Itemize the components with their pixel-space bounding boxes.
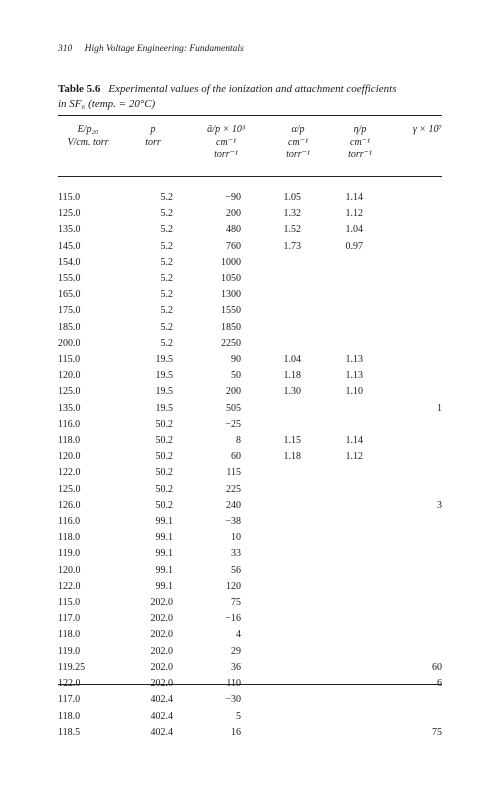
cell-alpha-bar: 110 <box>226 678 241 690</box>
cell-e-over-p: 126.0 <box>58 499 81 511</box>
cell-gamma <box>363 579 442 595</box>
cell-pressure: 50.2 <box>155 418 173 430</box>
table-row <box>58 644 442 660</box>
header-col3-line1: ᾱ/p × 10³ <box>207 124 245 135</box>
table-row <box>58 465 442 481</box>
cell-eta: 1.12 <box>345 451 363 463</box>
cell-alpha <box>241 546 301 562</box>
header-col6-line1: γ × 10⁷ <box>412 124 442 135</box>
cell-eta <box>301 482 363 498</box>
header-col5-line1: η/p <box>353 124 367 135</box>
cell-e-over-p: 122.0 <box>58 678 81 690</box>
cell-alpha-bar: 56 <box>231 564 241 576</box>
cell-eta <box>301 579 363 595</box>
cell-e-over-p: 118.5 <box>58 726 81 738</box>
cell-eta <box>301 271 363 287</box>
cell-eta <box>301 498 363 514</box>
table-row <box>58 482 442 498</box>
cell-eta <box>301 514 363 530</box>
cell-pressure: 19.5 <box>155 370 173 382</box>
cell-pressure: 5.2 <box>160 192 173 203</box>
cell-pressure: 19.5 <box>155 354 173 366</box>
cell-e-over-p: 165.0 <box>58 289 81 301</box>
cell-alpha-bar: 5 <box>236 710 241 722</box>
cell-alpha-bar: 505 <box>226 402 241 414</box>
cell-e-over-p: 125.0 <box>58 386 81 398</box>
cell-e-over-p: 145.0 <box>58 240 81 252</box>
header-col2-line2: torr <box>145 136 161 148</box>
cell-alpha-bar: 200 <box>226 386 241 398</box>
cell-alpha <box>241 498 301 514</box>
cell-e-over-p: 175.0 <box>58 305 81 317</box>
cell-e-over-p: 135.0 <box>58 402 81 414</box>
cell-pressure: 99.1 <box>155 580 173 592</box>
cell-alpha <box>241 530 301 546</box>
caption-line-1: Experimental values of the ionization and attachment coefficients <box>108 83 397 95</box>
table-row <box>58 546 442 562</box>
cell-gamma <box>363 271 442 287</box>
cell-alpha: 1.32 <box>283 208 301 220</box>
cell-eta <box>301 401 363 417</box>
cell-e-over-p: 119.0 <box>58 548 81 560</box>
table-row <box>58 514 442 530</box>
cell-alpha-bar: −25 <box>225 418 241 430</box>
header-col3-line2: cm⁻¹ <box>216 136 236 148</box>
cell-pressure: 202.0 <box>150 645 173 657</box>
table-row <box>58 255 442 271</box>
cell-alpha: 1.05 <box>283 192 301 203</box>
cell-eta <box>301 660 363 676</box>
cell-alpha <box>241 417 301 433</box>
cell-alpha-bar: 2250 <box>221 337 241 349</box>
cell-alpha <box>241 627 301 643</box>
cell-alpha-bar: 4 <box>236 629 241 641</box>
cell-pressure: 5.2 <box>160 208 173 220</box>
cell-e-over-p: 125.0 <box>58 208 81 220</box>
cell-eta <box>301 563 363 579</box>
cell-e-over-p: 118.0 <box>58 629 81 641</box>
cell-gamma <box>363 368 442 384</box>
table-row <box>58 239 442 255</box>
table-row <box>58 320 442 336</box>
cell-e-over-p: 154.0 <box>58 256 81 268</box>
cell-alpha-bar: −16 <box>225 613 241 625</box>
cell-eta <box>301 644 363 660</box>
cell-gamma: 6 <box>437 678 442 690</box>
cell-alpha-bar: 29 <box>231 645 241 657</box>
cell-e-over-p: 120.0 <box>58 564 81 576</box>
cell-gamma <box>363 465 442 481</box>
cell-e-over-p: 122.0 <box>58 580 81 592</box>
cell-gamma <box>363 611 442 627</box>
cell-eta <box>301 627 363 643</box>
cell-e-over-p: 155.0 <box>58 273 81 285</box>
cell-alpha: 1.30 <box>283 386 301 398</box>
cell-pressure: 5.2 <box>160 224 173 236</box>
cell-pressure: 402.4 <box>150 726 173 738</box>
cell-gamma <box>363 222 442 238</box>
table-row <box>58 660 442 676</box>
cell-pressure: 5.2 <box>160 321 173 333</box>
header-col2-line1: p <box>150 124 156 135</box>
header-col5-line2: cm⁻¹ <box>350 136 370 148</box>
cell-gamma <box>363 433 442 449</box>
cell-alpha <box>241 482 301 498</box>
cell-e-over-p: 120.0 <box>58 451 81 463</box>
cell-gamma <box>363 352 442 368</box>
cell-e-over-p: 120.0 <box>58 370 81 382</box>
cell-gamma <box>363 255 442 271</box>
table-row <box>58 190 442 206</box>
cell-pressure: 5.2 <box>160 305 173 317</box>
header-col-gamma <box>392 124 442 137</box>
cell-alpha-bar: 760 <box>226 240 241 252</box>
header-col-e-over-p <box>60 124 116 149</box>
header-col4-line2: cm⁻¹ <box>288 136 308 148</box>
table-row <box>58 611 442 627</box>
cell-pressure: 50.2 <box>155 499 173 511</box>
cell-alpha-bar: 1050 <box>221 273 241 285</box>
cell-eta: 1.04 <box>345 224 363 236</box>
cell-pressure: 50.2 <box>155 483 173 495</box>
cell-eta: 1.13 <box>345 370 363 382</box>
table-row <box>58 303 442 319</box>
cell-alpha <box>241 595 301 611</box>
table-row <box>58 384 442 400</box>
cell-eta <box>301 546 363 562</box>
table-row <box>58 417 442 433</box>
cell-e-over-p: 125.0 <box>58 483 81 495</box>
cell-alpha-bar: 200 <box>226 208 241 220</box>
cell-alpha <box>241 611 301 627</box>
cell-gamma <box>363 320 442 336</box>
cell-e-over-p: 116.0 <box>58 418 81 430</box>
table-row <box>58 271 442 287</box>
header-col1-line2: V/cm. torr <box>67 136 109 148</box>
cell-eta: 0.97 <box>345 240 363 252</box>
cell-e-over-p: 115.0 <box>58 192 81 203</box>
cell-alpha <box>241 514 301 530</box>
table-row <box>58 498 442 514</box>
cell-e-over-p: 117.0 <box>58 613 81 625</box>
cell-pressure: 402.4 <box>150 710 173 722</box>
header-bottom-rule <box>58 176 442 177</box>
table-row <box>58 692 442 708</box>
cell-alpha-bar: 90 <box>231 354 241 366</box>
cell-pressure: 202.0 <box>150 629 173 641</box>
table-row <box>58 352 442 368</box>
cell-pressure: 19.5 <box>155 386 173 398</box>
header-col4-line1: α/p <box>291 124 305 135</box>
cell-alpha: 1.18 <box>283 451 301 463</box>
cell-alpha-bar: 60 <box>231 451 241 463</box>
cell-alpha-bar: 225 <box>226 483 241 495</box>
cell-alpha: 1.18 <box>283 370 301 382</box>
cell-gamma <box>363 546 442 562</box>
cell-alpha: 1.52 <box>283 224 301 236</box>
cell-alpha <box>241 725 301 741</box>
cell-alpha: 1.15 <box>283 435 301 447</box>
cell-pressure: 19.5 <box>155 402 173 414</box>
cell-pressure: 50.2 <box>155 451 173 463</box>
cell-alpha <box>241 709 301 725</box>
table-top-rule <box>58 115 442 116</box>
cell-pressure: 5.2 <box>160 256 173 268</box>
cell-eta <box>301 465 363 481</box>
cell-alpha-bar: −90 <box>225 192 241 203</box>
cell-pressure: 402.4 <box>150 694 173 706</box>
cell-alpha-bar: 75 <box>231 597 241 609</box>
cell-alpha <box>241 465 301 481</box>
cell-e-over-p: 116.0 <box>58 516 81 528</box>
table-row <box>58 579 442 595</box>
cell-eta <box>301 287 363 303</box>
cell-alpha-bar: 115 <box>226 467 241 479</box>
table-bottom-rule <box>58 684 442 685</box>
book-title: High Voltage Engineering: Fundamentals <box>84 44 244 54</box>
cell-gamma: 1 <box>437 402 442 414</box>
cell-alpha-bar: 1550 <box>221 305 241 317</box>
cell-alpha-bar: 10 <box>231 532 241 544</box>
table-row <box>58 709 442 725</box>
cell-eta <box>301 336 363 352</box>
cell-alpha: 1.04 <box>283 354 301 366</box>
cell-alpha <box>241 271 301 287</box>
table-row <box>58 433 442 449</box>
cell-pressure: 99.1 <box>155 516 173 528</box>
cell-e-over-p: 122.0 <box>58 467 81 479</box>
header-col-pressure <box>138 124 168 149</box>
cell-pressure: 5.2 <box>160 289 173 301</box>
cell-alpha <box>241 644 301 660</box>
cell-alpha <box>241 660 301 676</box>
cell-gamma <box>363 627 442 643</box>
cell-gamma <box>363 303 442 319</box>
header-col-eta <box>338 124 382 162</box>
cell-gamma <box>363 514 442 530</box>
cell-gamma: 75 <box>432 726 442 738</box>
cell-gamma <box>363 595 442 611</box>
cell-eta <box>301 303 363 319</box>
cell-pressure: 50.2 <box>155 467 173 479</box>
cell-eta <box>301 320 363 336</box>
table-row <box>58 368 442 384</box>
table-row <box>58 449 442 465</box>
cell-gamma: 60 <box>432 661 442 673</box>
cell-pressure: 5.2 <box>160 240 173 252</box>
cell-gamma <box>363 287 442 303</box>
table-caption <box>58 82 448 112</box>
cell-alpha: 1.73 <box>283 240 301 252</box>
table-label: Table 5.6 <box>58 83 101 95</box>
cell-alpha-bar: 120 <box>226 580 241 592</box>
cell-eta <box>301 595 363 611</box>
table-row <box>58 206 442 222</box>
cell-gamma <box>363 417 442 433</box>
cell-alpha-bar: −38 <box>225 516 241 528</box>
cell-e-over-p: 118.0 <box>58 435 81 447</box>
header-col4-line3: torr⁻¹ <box>286 149 310 160</box>
cell-pressure: 202.0 <box>150 678 173 690</box>
page-number: 310 <box>58 44 73 54</box>
cell-eta <box>301 692 363 708</box>
cell-gamma <box>363 449 442 465</box>
cell-eta <box>301 611 363 627</box>
cell-eta: 1.10 <box>345 386 363 398</box>
caption-line-2: in SF₆ (temp. = 20°C) <box>58 98 156 110</box>
table-row <box>58 287 442 303</box>
cell-pressure: 202.0 <box>150 597 173 609</box>
cell-gamma <box>363 563 442 579</box>
cell-pressure: 202.0 <box>150 613 173 625</box>
table-row <box>58 336 442 352</box>
cell-alpha <box>241 303 301 319</box>
cell-e-over-p: 200.0 <box>58 337 81 349</box>
cell-pressure: 5.2 <box>160 337 173 349</box>
table-row <box>58 222 442 238</box>
cell-alpha <box>241 255 301 271</box>
header-col5-line3: torr⁻¹ <box>348 149 372 160</box>
cell-alpha <box>241 401 301 417</box>
cell-gamma <box>363 692 442 708</box>
cell-gamma <box>363 644 442 660</box>
cell-alpha-bar: −30 <box>225 694 241 706</box>
cell-pressure: 99.1 <box>155 564 173 576</box>
cell-gamma <box>363 239 442 255</box>
cell-pressure: 50.2 <box>155 435 173 447</box>
cell-alpha-bar: 1850 <box>221 321 241 333</box>
cell-alpha <box>241 579 301 595</box>
table-row <box>58 627 442 643</box>
table-row <box>58 401 442 417</box>
running-head <box>58 44 244 54</box>
cell-alpha-bar: 480 <box>226 224 241 236</box>
table-row <box>58 595 442 611</box>
cell-gamma <box>363 206 442 222</box>
table-row <box>58 563 442 579</box>
cell-alpha-bar: 240 <box>226 499 241 511</box>
cell-gamma <box>363 709 442 725</box>
cell-e-over-p: 118.0 <box>58 710 81 722</box>
cell-alpha-bar: 33 <box>231 548 241 560</box>
cell-eta: 1.14 <box>345 192 363 203</box>
cell-e-over-p: 118.0 <box>58 532 81 544</box>
cell-alpha-bar: 36 <box>231 661 241 673</box>
cell-e-over-p: 115.0 <box>58 597 81 609</box>
cell-alpha-bar: 50 <box>231 370 241 382</box>
cell-pressure: 99.1 <box>155 548 173 560</box>
cell-gamma <box>363 482 442 498</box>
cell-alpha-bar: 16 <box>231 726 241 738</box>
table-row <box>58 725 442 741</box>
cell-gamma <box>363 384 442 400</box>
cell-eta: 1.12 <box>345 208 363 220</box>
header-col-alpha-bar <box>195 124 257 162</box>
cell-gamma: 3 <box>437 499 442 511</box>
cell-eta <box>301 725 363 741</box>
cell-e-over-p: 117.0 <box>58 694 81 706</box>
data-table <box>58 190 442 741</box>
header-col-alpha <box>278 124 318 162</box>
cell-e-over-p: 135.0 <box>58 224 81 236</box>
cell-alpha <box>241 336 301 352</box>
cell-alpha-bar: 1000 <box>221 256 241 268</box>
cell-alpha <box>241 692 301 708</box>
cell-gamma <box>363 530 442 546</box>
cell-eta <box>301 530 363 546</box>
cell-eta: 1.13 <box>345 354 363 366</box>
cell-pressure: 5.2 <box>160 273 173 285</box>
cell-gamma <box>363 336 442 352</box>
header-col3-line3: torr⁻¹ <box>214 149 238 160</box>
cell-alpha <box>241 320 301 336</box>
cell-eta <box>301 417 363 433</box>
cell-e-over-p: 119.0 <box>58 645 81 657</box>
header-col1-line1: E/p₂₀ <box>77 124 99 135</box>
cell-e-over-p: 115.0 <box>58 354 81 366</box>
cell-pressure: 99.1 <box>155 532 173 544</box>
cell-alpha-bar: 1300 <box>221 289 241 301</box>
table-body <box>58 190 442 741</box>
cell-pressure: 202.0 <box>150 661 173 673</box>
cell-eta: 1.14 <box>345 435 363 447</box>
cell-e-over-p: 119.25 <box>58 661 86 673</box>
cell-e-over-p: 185.0 <box>58 321 81 333</box>
cell-eta <box>301 709 363 725</box>
cell-eta <box>301 255 363 271</box>
cell-alpha <box>241 287 301 303</box>
cell-gamma <box>363 190 442 206</box>
table-row <box>58 530 442 546</box>
cell-alpha <box>241 563 301 579</box>
cell-alpha-bar: 8 <box>236 435 241 447</box>
